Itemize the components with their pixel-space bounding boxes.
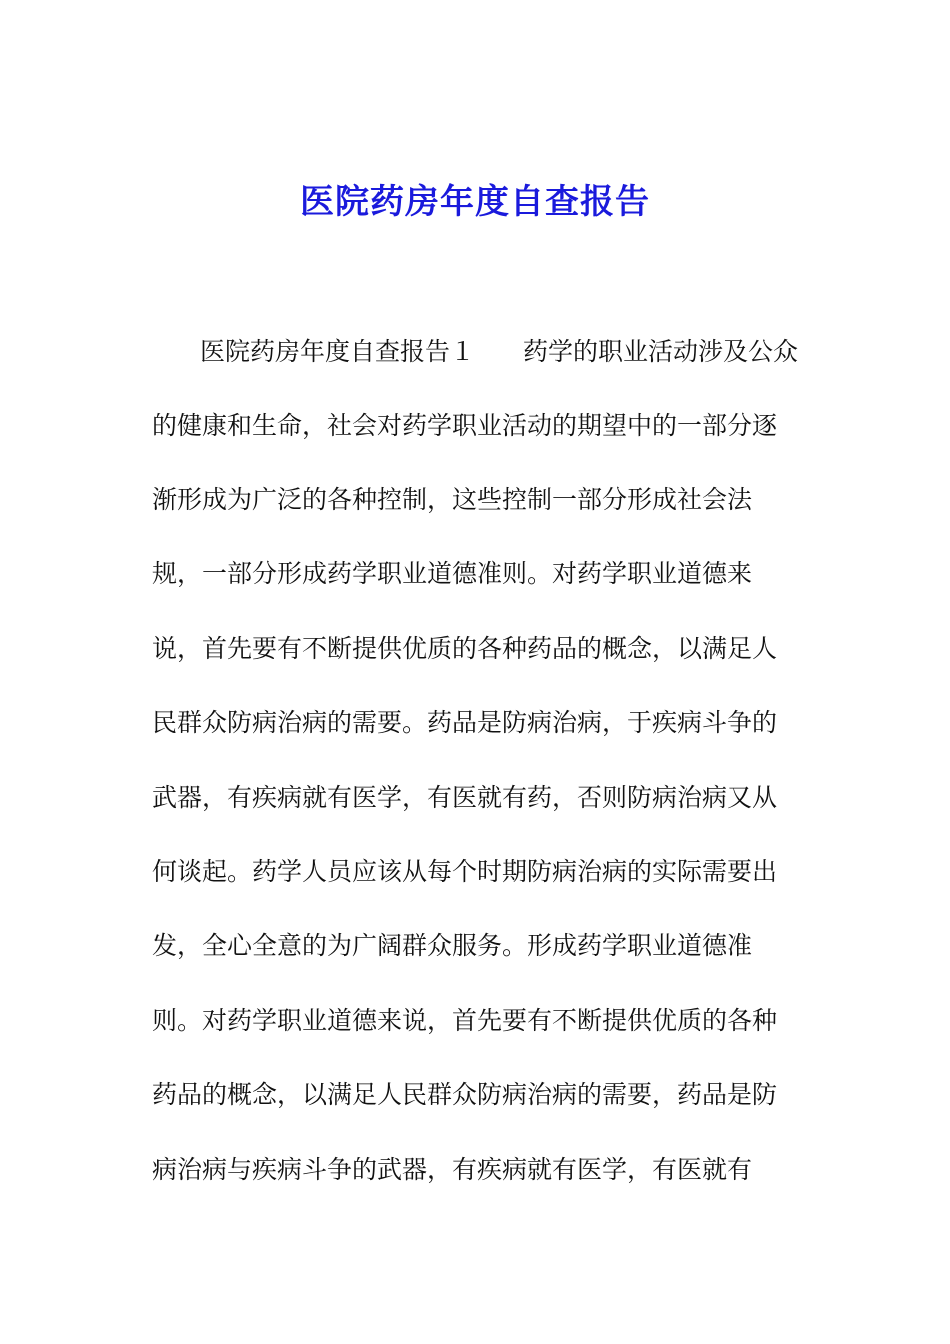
text-line: 说，首先要有不断提供优质的各种药品的概念，以满足人: [152, 634, 778, 663]
text-line: 的健康和生命，社会对药学职业活动的期望中的一部分逐: [152, 411, 778, 440]
paragraph-first-line: [200, 335, 798, 369]
text-line: 病治病与疾病斗争的武器，有疾病就有医学，有医就有: [152, 1155, 753, 1184]
text-line: 渐形成为广泛的各种控制，这些控制一部分形成社会法: [152, 485, 753, 514]
text-line: 发，全心全意的为广阔群众服务。形成药学职业道德准: [152, 931, 753, 960]
inline-heading: 医院药房年度自查报告１: [200, 337, 476, 366]
document-title: 医院药房年度自查报告: [300, 182, 650, 222]
text-line: 则。对药学职业道德来说，首先要有不断提供优质的各种: [152, 1006, 778, 1035]
first-line-text: 药学的职业活动涉及公众: [523, 337, 799, 366]
text-line: 药品的概念，以满足人民群众防病治病的需要，药品是防: [152, 1080, 778, 1109]
text-line: 武器，有疾病就有医学，有医就有药，否则防病治病又从: [152, 783, 778, 812]
text-line: 规，一部分形成药学职业道德准则。对药学职业道德来: [152, 559, 753, 588]
text-line: 民群众防病治病的需要。药品是防病治病，于疾病斗争的: [152, 708, 778, 737]
text-line: 何谈起。药学人员应该从每个时期防病治病的实际需要出: [152, 857, 778, 886]
